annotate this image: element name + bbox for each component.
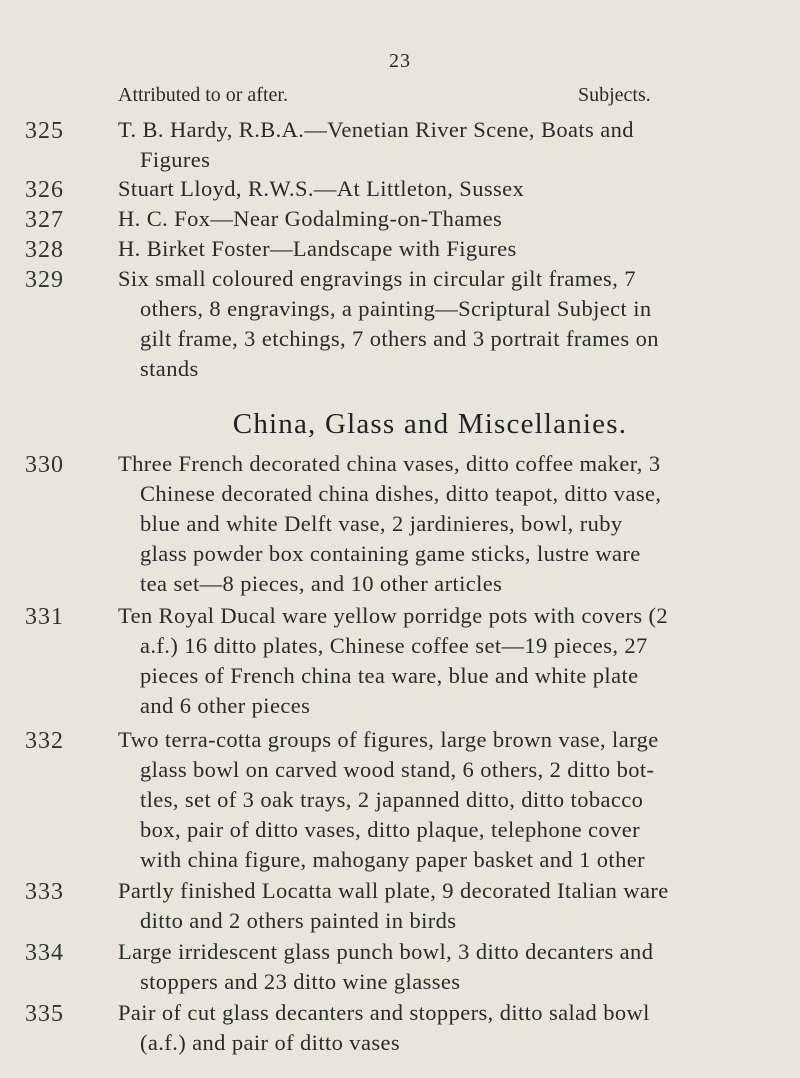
lot-line: tea set—8 pieces, and 10 other articles	[140, 570, 503, 596]
lot-line: Large irridescent glass punch bowl, 3 ditto decanters and	[118, 939, 654, 964]
lot-number: 330	[25, 452, 64, 478]
lot-description	[118, 601, 758, 721]
lot-description	[118, 234, 758, 264]
lot-line: gilt frame, 3 etchings, 7 others and 3 portrait frames on	[140, 325, 659, 351]
lot-number: 333	[25, 879, 64, 905]
lot-number: 332	[25, 728, 64, 754]
lot-line: with china figure, mahogany paper basket and 1 other	[140, 846, 646, 872]
lot-line: box, pair of ditto vases, ditto plaque, telephone cover	[140, 816, 640, 842]
lot-description	[118, 876, 758, 936]
lot-line: stands	[140, 355, 199, 381]
lot-description	[118, 264, 758, 384]
lot-description	[118, 204, 758, 234]
lot-line: pieces of French china tea ware, blue and white plate	[140, 662, 639, 688]
lot-line: glass bowl on carved wood stand, 6 others, 2 ditto bot-	[140, 756, 655, 782]
lot-description	[118, 998, 758, 1058]
lot-line: Six small coloured engravings in circular gilt frames, 7	[118, 266, 636, 291]
lot-line: glass powder box containing game sticks, lustre ware	[140, 540, 641, 566]
lot-line: Ten Royal Ducal ware yellow porridge pots with covers (2	[118, 603, 669, 628]
lot-line: ditto and 2 others painted in birds	[140, 907, 457, 933]
lot-line: T. B. Hardy, R.B.A.—Venetian River Scene, Boats and	[118, 117, 634, 142]
lot-line: a.f.) 16 ditto plates, Chinese coffee set—19 pieces, 27	[140, 632, 648, 658]
lot-line: Pair of cut glass decanters and stoppers, ditto salad bowl	[118, 1000, 650, 1025]
lot-description	[118, 725, 758, 875]
lot-number: 328	[25, 237, 64, 263]
lot-line: others, 8 engravings, a painting—Scriptural Subject in	[140, 295, 652, 321]
lot-description	[118, 449, 758, 599]
lot-line: Two terra-cotta groups of figures, large brown vase, large	[118, 727, 659, 752]
lot-line: Figures	[140, 146, 211, 172]
lot-line: H. Birket Foster—Landscape with Figures	[118, 236, 517, 261]
lot-line: Stuart Lloyd, R.W.S.—At Littleton, Sussex	[118, 176, 525, 201]
column-header	[118, 84, 800, 112]
lot-description	[118, 174, 758, 204]
lot-number: 335	[25, 1001, 64, 1027]
header-attributed: Attributed to or after.	[118, 84, 288, 106]
header-subjects: Subjects.	[578, 84, 651, 106]
lot-line: tles, set of 3 oak trays, 2 japanned ditto, ditto tobacco	[140, 786, 644, 812]
lot-description	[118, 937, 758, 997]
lot-number: 327	[25, 207, 64, 233]
lot-line: stoppers and 23 ditto wine glasses	[140, 968, 461, 994]
page-number: 23	[389, 50, 411, 72]
lot-line: H. C. Fox—Near Godalming-on-Thames	[118, 206, 503, 231]
lot-line: blue and white Delft vase, 2 jardinieres, bowl, ruby	[140, 510, 623, 536]
lot-line: Partly finished Locatta wall plate, 9 decorated Italian ware	[118, 878, 669, 903]
lot-description	[118, 115, 758, 175]
lot-number: 326	[25, 177, 64, 203]
lot-line: (a.f.) and pair of ditto vases	[140, 1029, 401, 1055]
lot-number: 331	[25, 604, 64, 630]
lot-line: and 6 other pieces	[140, 692, 311, 718]
lot-line: Three French decorated china vases, ditto coffee maker, 3	[118, 451, 661, 476]
section-heading: China, Glass and Miscellanies.	[232, 408, 628, 440]
lot-number: 325	[25, 118, 64, 144]
lot-number: 329	[25, 267, 64, 293]
lot-line: Chinese decorated china dishes, ditto teapot, ditto vase,	[140, 480, 662, 506]
lot-number: 334	[25, 940, 64, 966]
